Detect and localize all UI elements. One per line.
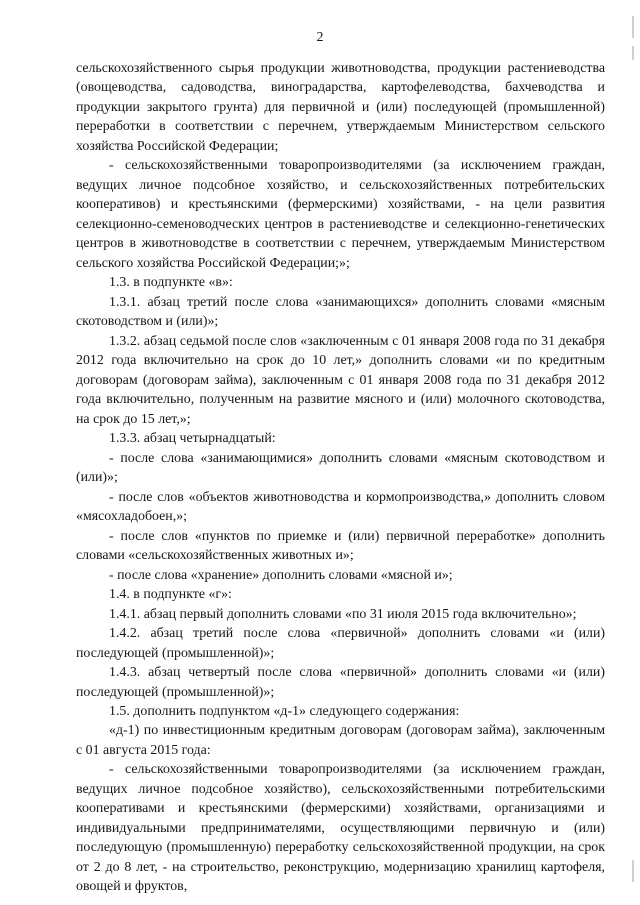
paragraph: 1.3. в подпункте «в»: xyxy=(109,275,233,291)
paragraph: 1.3.1. абзац третий после слова «занимающихся» дополнить словами «мясным скотоводством и (или)»; xyxy=(76,294,605,330)
paragraph: 1.5. дополнить подпунктом «д-1» следующего содержания: xyxy=(109,703,460,719)
paragraph: - после слова «хранение» дополнить словами «мясной и»; xyxy=(109,567,453,583)
paragraph: 1.4. в подпункте «г»: xyxy=(109,587,232,603)
paragraph: 1.3.3. абзац четырнадцатый: xyxy=(109,431,276,447)
paragraph: «д-1) по инвестиционным кредитным договорам (договорам займа), заключенным с 01 августа 2015 года: xyxy=(76,723,605,758)
paragraph: сельскохозяйственного сырья продукции животноводства, продукции растениеводства (овощеводства, садоводства, виноградарства, картофелеводства, бахчеводства и продукции закрытого грунта) для первичной и (или) последующей (промышленной) переработки в соответствии с перечнем, утверждаемым Министерством сельского хозяйства Российской Федерации; xyxy=(76,61,605,154)
paragraph: - сельскохозяйственными товаропроизводителями (за исключением граждан, ведущих личное подсобное хозяйство), сельскохозяйственными потребительскими кооперативами и крестьянскими (фермерскими) хозяйствами, организациями и индивидуальными предпринимателями, осуществляющими первичную и (или) последующую (промышленную) переработку сельскохозяйственной продукции, на срок от 2 до 8 лет, - на строительство, реконструкцию, модернизацию хранилищ картофеля, овощей и фруктов, xyxy=(76,762,605,895)
document-body xyxy=(76,59,605,897)
scan-edge-mark xyxy=(632,860,634,882)
paragraph: 1.4.2. абзац третий после слова «первичной» дополнить словами «и (или) последующей (промышленной)»; xyxy=(76,626,605,661)
paragraph: - после слов «объектов животноводства и кормопроизводства,» дополнить словом «мясохладобоен,»; xyxy=(76,489,605,525)
paragraph: 1.4.1. абзац первый дополнить словами «по 31 июля 2015 года включительно»; xyxy=(109,606,577,622)
scan-edge-mark xyxy=(632,16,634,38)
paragraph: - сельскохозяйственными товаропроизводителями (за исключением граждан, ведущих личное подсобное хозяйство, и сельскохозяйственных потребительских кооперативов) и крестьянскими (фермерскими) хозяйствами, - на цели развития селекционно-семеноводческих центров в растениеводстве и селекционно-генетических центров в животноводстве в соответствии с перечнем, утверждаемым Министерством сельского хозяйства Российской Федерации;»; xyxy=(76,158,605,271)
paragraph: - после слова «занимающимися» дополнить словами «мясным скотоводством и (или)»; xyxy=(76,450,605,486)
scan-edge-mark xyxy=(632,46,634,60)
page-number: 2 xyxy=(316,30,324,45)
paragraph: 1.4.3. абзац четвертый после слова «первичной» дополнить словами «и (или) последующей (промышленной)»; xyxy=(76,665,605,700)
paragraph: 1.3.2. абзац седьмой после слов «заключенным с 01 января 2008 года по 31 декабря 2012 года включительно на срок до 10 лет,» дополнить словами «и по кредитным договорам (договорам займа), заключенным с 01 января 2008 года по 31 декабря 2012 года включительно, полученным на развитие мясного и (или) молочного скотоводства, на срок до 15 лет,»; xyxy=(76,333,605,427)
paragraph: - после слов «пунктов по приемке и (или) первичной переработке» дополнить словами «сельскохозяйственных животных и»; xyxy=(76,528,605,564)
